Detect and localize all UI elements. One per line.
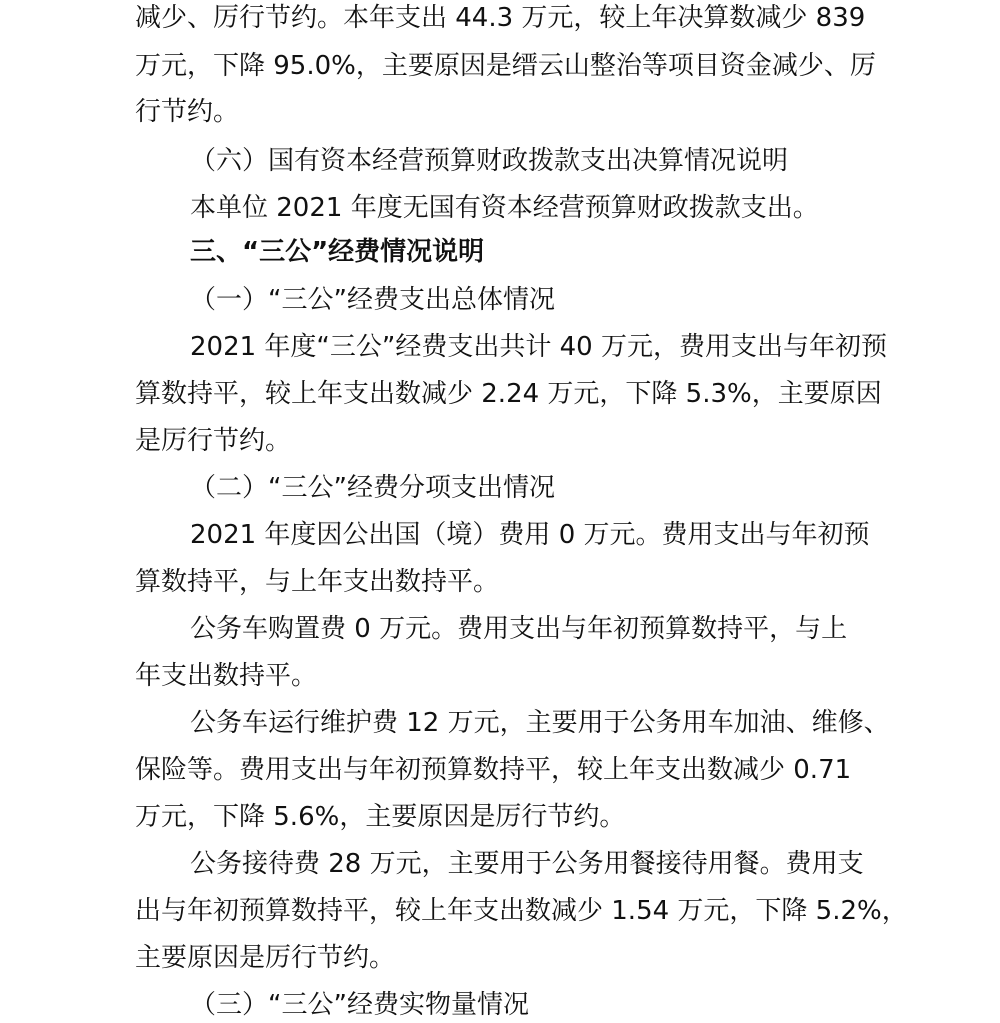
paragraph-line: 2021 年度“三公”经费支出共计 40 万元，费用支出与年初预 <box>190 332 887 362</box>
paragraph-line: 保险等。费用支出与年初预算数持平，较上年支出数减少 0.71 <box>135 755 852 785</box>
paragraph-line: 算数持平，较上年支出数减少 2.24 万元，下降 5.3%，主要原因 <box>135 379 882 409</box>
subsection-heading: （一）“三公”经费支出总体情况 <box>190 285 555 315</box>
subsection-heading: （二）“三公”经费分项支出情况 <box>190 473 555 503</box>
paragraph-line: 是厉行节约。 <box>135 426 292 456</box>
paragraph-line: 本单位 2021 年度无国有资本经营预算财政拨款支出。 <box>190 193 819 223</box>
paragraph-line: 公务车运行维护费 12 万元，主要用于公务用车加油、维修、 <box>190 708 890 738</box>
subsection-heading: （三）“三公”经费实物量情况 <box>190 990 529 1020</box>
paragraph-line: 年支出数持平。 <box>135 661 318 691</box>
paragraph-line: 公务车购置费 0 万元。费用支出与年初预算数持平，与上 <box>190 614 848 644</box>
paragraph-line: 出与年初预算数持平，较上年支出数减少 1.54 万元，下降 5.2%， <box>135 896 908 926</box>
paragraph-line: 万元，下降 95.0%，主要原因是缙云山整治等项目资金减少、厉 <box>135 51 876 81</box>
section-heading: 三、“三公”经费情况说明 <box>190 237 485 267</box>
paragraph-line: 万元，下降 5.6%，主要原因是厉行节约。 <box>135 802 626 832</box>
paragraph-line: 2021 年度因公出国（境）费用 0 万元。费用支出与年初预 <box>190 520 870 550</box>
section-heading: （六）国有资本经营预算财政拨款支出决算情况说明 <box>190 146 789 176</box>
paragraph-line: 减少、厉行节约。本年支出 44.3 万元，较上年决算数减少 839 <box>135 3 866 33</box>
paragraph-line: 主要原因是厉行节约。 <box>135 943 396 973</box>
paragraph-line: 公务接待费 28 万元，主要用于公务用餐接待用餐。费用支 <box>190 849 864 879</box>
paragraph-line: 行节约。 <box>135 97 240 127</box>
paragraph-line: 算数持平，与上年支出数持平。 <box>135 567 500 597</box>
